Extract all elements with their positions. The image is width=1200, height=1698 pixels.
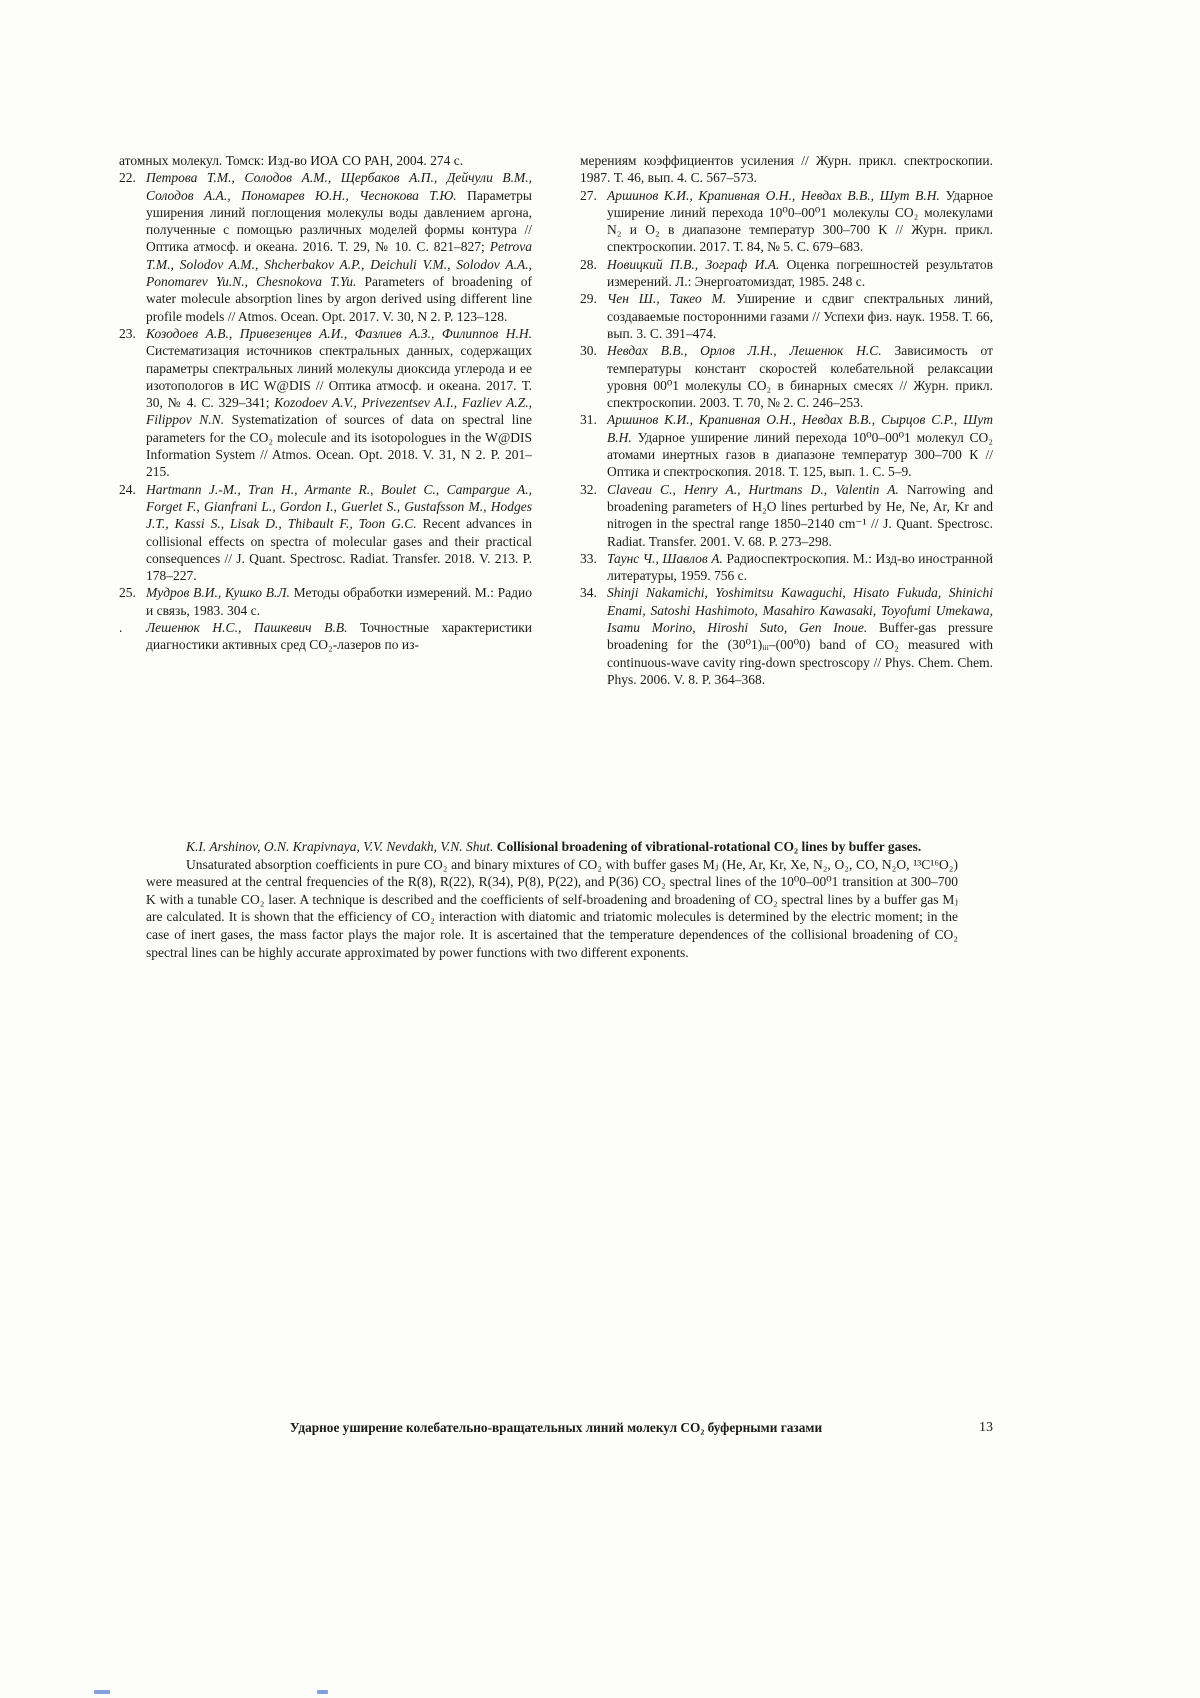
reference-authors: Лешенюк Н.С., Пашкевич В.В. — [146, 620, 348, 636]
reference-number: 27. — [580, 187, 597, 203]
reference-number: 28. — [580, 256, 597, 272]
reference-number: 22. — [119, 170, 136, 186]
abstract-title: Collisional broadening of vibrational-rotational CO₂ lines by buffer gases. — [496, 839, 922, 854]
reference-authors: Невдах В.В., Орлов Л.Н., Лешенюк Н.С. — [607, 343, 882, 359]
reference-text: Recent advances in collisional effects on spectra of molecular gases and their practical consequences // J. Quant. Spectrosc. Radiat. Transfer. 2018. V. 213. P. 178–227. — [146, 516, 533, 584]
reference-text: Narrowing and broadening parameters of H₂O lines perturbed by He, Ne, Ar, Kr and nitrogen in the spectral range 1850–2140 cm⁻¹ // J. Quant. Spectrosc. Radiat. Transfer. 2001. V. 68. P. 273–298. — [607, 481, 993, 549]
reference-entry — [580, 550, 993, 585]
abstract-authors: K.I. Arshinov, O.N. Krapivnaya, V.V. Nevdakh, V.N. Shut. — [186, 839, 494, 854]
page-footer — [119, 1420, 993, 1436]
reference-entry — [580, 342, 993, 411]
reference-text: Ударное уширение линий перехода 10⁰0–00⁰1 молекулы CO₂ молекулами N₂ и O₂ в диапазоне температур 300–700 К // Журн. прикл. спектроскопии. 2017. Т. 84, № 5. С. 679–683. — [607, 187, 993, 255]
reference-authors: Kozodoev A.V., Privezentsev A.I., Fazliev A.Z., Filippov N.N. — [146, 395, 532, 428]
reference-text: Уширение и сдвиг спектральных линий, создаваемые посторонними газами // Успехи физ. наук. 1958. Т. 66, вып. 3. С. 391–474. — [607, 291, 993, 341]
reference-number: . — [119, 620, 123, 636]
reference-text: Оценка погрешностей результатов измерений. Л.: Энергоатомиздат, 1985. 248 с. — [607, 256, 994, 290]
reference-authors: Аршинов К.И., Крапивная О.Н., Невдах В.В., Сырцов С.Р., Шут В.Н. — [607, 412, 993, 445]
reference-text: Радиоспектроскопия. М.: Изд-во иностранной литературы, 1959. 756 с. — [607, 550, 993, 584]
reference-entry — [580, 187, 993, 256]
reference-number: 34. — [580, 585, 597, 601]
abstract-section — [146, 838, 958, 961]
reference-text: мерениям коэффициентов усиления // Журн. прикл. спектроскопии. 1987. Т. 46, вып. 4. С. 567–573. — [580, 153, 993, 186]
reference-text: Методы обработки измерений. М.: Радио и связь, 1983. 304 с. — [146, 585, 532, 618]
scan-artifact — [94, 1690, 110, 1694]
reference-entry — [580, 152, 993, 187]
reference-entry — [119, 169, 532, 325]
reference-text: Параметры уширения линий поглощения молекулы воды давлением аргона, полученные с помощью различных моделей формы контура // Оптика атмосф. и океана. 2016. Т. 29, № 10. С. 821–827; — [146, 187, 532, 255]
reference-entry — [119, 325, 532, 481]
references-column-right — [580, 152, 993, 688]
reference-number: 24. — [119, 481, 136, 497]
reference-authors: Мудров В.И., Кушко В.Л. — [146, 585, 290, 601]
reference-number: 23. — [119, 325, 136, 341]
reference-number: 33. — [580, 550, 597, 566]
scan-artifact — [317, 1690, 328, 1694]
reference-number: 31. — [580, 412, 597, 428]
reference-text: Buffer-gas pressure broadening for the (30⁰1)ᵢᵢᵢ–(00⁰0) band of CO₂ measured with continuous-wave cavity ring-down spectroscopy // Phys. Chem. Chem. Phys. 2006. V. 8. P. 364–368. — [607, 620, 993, 687]
reference-authors: Claveau C., Henry A., Hurtmans D., Valentin A. — [607, 481, 899, 497]
reference-authors: Hartmann J.-M., Tran H., Armante R., Boulet C., Campargue A., Forget F., Gianfrani L., Gordon I., Guerlet S., Gustafsson M., Hodges J.T., Kassi S., Lisak D., Thibault F., Toon G.C. — [146, 481, 532, 532]
reference-authors: Чен Ш., Такео М. — [607, 291, 727, 307]
reference-authors: Таунс Ч., Шавлов А. — [607, 550, 723, 566]
references-section — [119, 152, 993, 688]
reference-text: Ударное уширение линий перехода 10⁰0–00⁰1 молекул CO₂ атомами инертных газов в диапазоне температур 300–700 К // Оптика и спектроскопия. 2018. Т. 125, вып. 1. С. 5–9. — [607, 429, 993, 480]
running-title: Ударное уширение колебательно-вращательных линий молекул CO₂ буферными газами — [289, 1420, 823, 1435]
reference-text: Systematization of sources of data on spectral line parameters for the CO₂ molecule and its isotopologues in the W@DIS Information System // Atmos. Ocean. Opt. 2018. V. 31, N 2. P. 201–215. — [146, 412, 533, 480]
page-number: 13 — [979, 1420, 993, 1435]
reference-entry — [119, 481, 532, 585]
references-column-left — [119, 152, 532, 688]
abstract-heading — [146, 838, 958, 856]
reference-entry — [580, 584, 993, 688]
reference-authors: Shinji Nakamichi, Yoshimitsu Kawaguchi, Hisato Fukuda, Shinichi Enami, Satoshi Hashimoto, Masahiro Kawasaki, Toyofumi Umekawa, Isamu Morino, Hiroshi Suto, Gen Inoue. — [607, 585, 993, 636]
reference-authors: Козодоев А.В., Привезенцев А.И., Фазлиев А.З., Филиппов Н.Н. — [146, 325, 532, 341]
reference-text: Систематизация источников спектральных данных, содержащих параметры спектральных линий молекулы диоксида углерода и ее изотопологов в ИС W@DIS // Оптика атмосф. и океана. 2017. Т. 30, № 4. С. 329–341; — [146, 343, 532, 411]
reference-entry — [580, 256, 993, 291]
reference-entry — [119, 584, 532, 619]
reference-entry — [580, 411, 993, 480]
reference-number: 29. — [580, 291, 597, 307]
reference-number: 32. — [580, 481, 597, 497]
reference-number: 30. — [580, 343, 597, 359]
reference-text: атомных молекул. Томск: Изд-во ИОА СО РАН, 2004. 274 с. — [119, 153, 464, 168]
reference-authors: Аршинов К.И., Крапивная О.Н., Невдах В.В., Шут В.Н. — [607, 187, 940, 203]
reference-authors: Петрова Т.М., Солодов А.М., Щербаков А.П., Дейчули В.М., Солодов А.А., Пономарев Ю.Н., Чеснокова Т.Ю. — [146, 170, 532, 203]
reference-entry — [580, 290, 993, 342]
reference-entry — [119, 152, 532, 169]
reference-authors: Новицкий П.В., Зограф И.А. — [607, 256, 780, 272]
reference-number: 25. — [119, 585, 136, 601]
abstract-body: Unsaturated absorption coefficients in pure CO₂ and binary mixtures of CO₂ with buffer gases Mⱼ (He, Ar, Kr, Xe, N₂, O₂, CO, N₂O, ¹³C¹⁶O₂) were measured at the central frequencies of the R(8), R(22), R(34), P(8), P(22), and P(36) CO₂ spectral lines of the 10⁰0–00⁰1 transition at 300–700 K with a tunable CO₂ laser. A technique is described and the coefficients of self-broadening and broadening of CO₂ spectral lines by a buffer gas Mⱼ are calculated. It is shown that the efficiency of CO₂ interaction with diatomic and triatomic molecules is determined by the electric moment; in the case of inert gases, the mass factor plays the major role. It is ascertained that the temperature dependences of the collisional broadening of CO₂ spectral lines can be highly accurate approximated by power functions with two different exponents. — [146, 856, 958, 960]
reference-text: Точностные характеристики диагностики активных сред CO₂-лазеров по из- — [146, 620, 532, 653]
reference-entry — [580, 481, 993, 550]
reference-authors: Petrova T.M., Solodov A.M., Shcherbakov A.P., Deichuli V.M., Solodov A.A., Ponomarev Yu.N., Chesnokova T.Yu. — [146, 239, 532, 290]
reference-entry — [119, 619, 532, 654]
reference-text: Зависимость от температуры констант скоростей колебательной релаксации уровня 00⁰1 молекулы CO₂ в бинарных смесях // Журн. прикл. спектроскопии. 2003. Т. 70, № 2. С. 246–253. — [607, 343, 993, 411]
reference-text: Parameters of broadening of water molecule absorption lines by argon derived using different line profile models // Atmos. Ocean. Opt. 2017. V. 30, N 2. P. 123–128. — [146, 274, 532, 324]
